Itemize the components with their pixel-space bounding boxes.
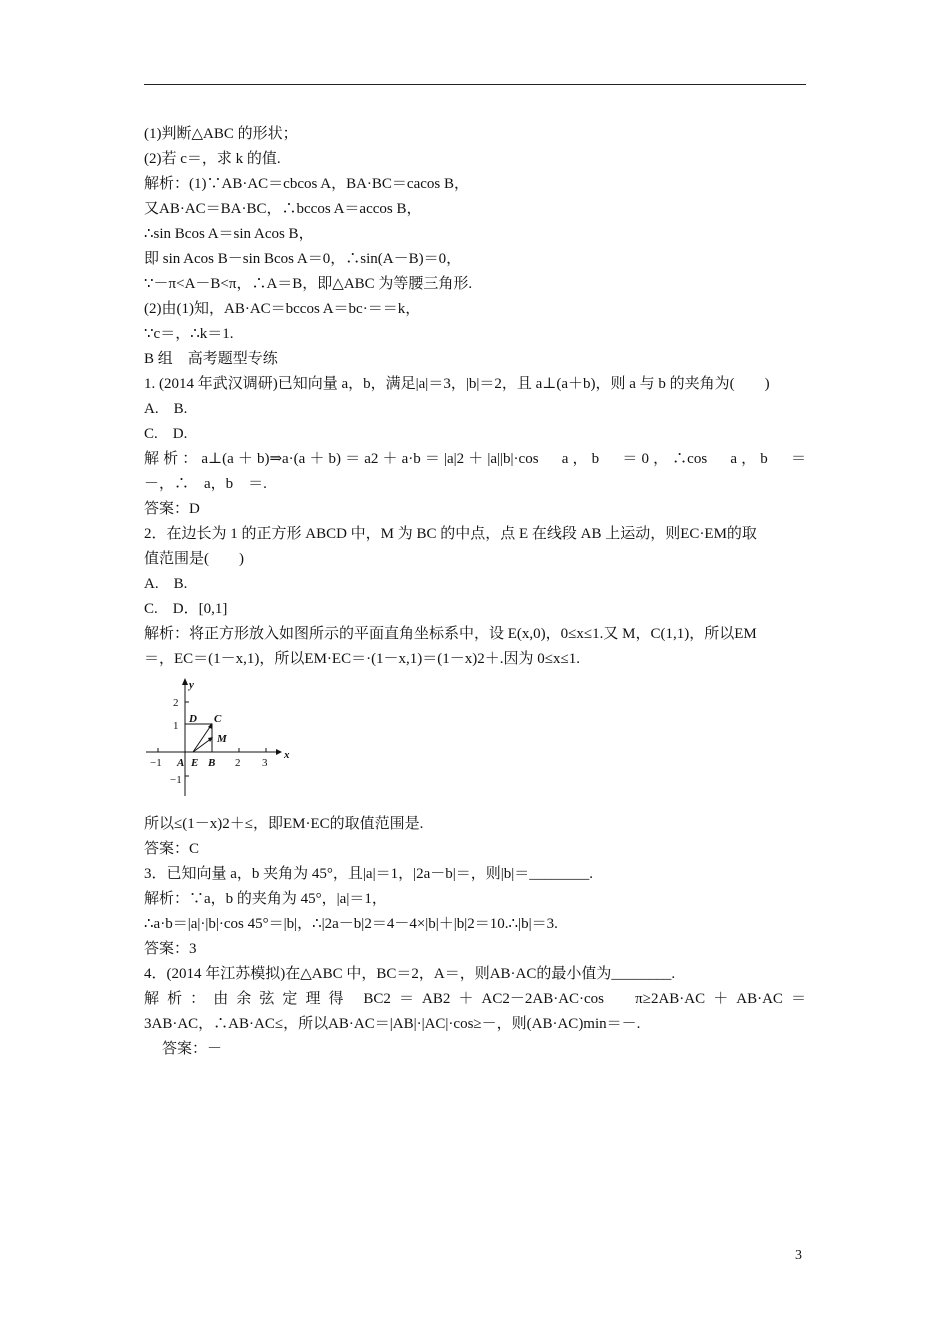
x-axis-arrow: [276, 749, 282, 755]
solution-line: －，∴ a，b ＝.: [144, 476, 267, 492]
question-2: 2．在边长为 1 的正方形 ABCD 中，M 为 BC 的中点，点 E 在线段 AB 上运动，则EC·EM的取: [144, 526, 757, 542]
text-line: ∵c＝，∴k＝1.: [144, 326, 234, 342]
tick-label: 1: [173, 720, 179, 732]
solution-line: 所以≤(1－x)2＋≤，即EM·EC的取值范围是.: [144, 816, 424, 832]
x-axis-label: x: [284, 749, 290, 761]
answer-line: 答案：－: [162, 1041, 223, 1057]
tick-label: −1: [170, 774, 182, 786]
document-body: [144, 122, 806, 1062]
question-2-cont: 值范围是( ): [144, 551, 244, 567]
page-number: 3: [795, 1248, 802, 1263]
question-4: 4．(2014 年江苏模拟)在△ABC 中，BC＝2，A＝，则AB·AC的最小值为________.: [144, 966, 676, 982]
y-axis-arrow: [182, 678, 188, 685]
point-label-a: A: [177, 757, 185, 769]
answer-line: 答案：D: [144, 501, 200, 517]
answer-line: 答案：3: [144, 941, 197, 957]
point-label-d: D: [189, 713, 197, 725]
option-line: A. B.: [144, 401, 188, 417]
solution-line: 解析：a⊥(a＋b)⇒a·(a＋b)＝a2＋a·b＝|a|2＋|a||b|·cos a，b ＝0，∴cos a，b ＝: [144, 451, 806, 467]
text-line: (2)若 c＝，求 k 的值.: [144, 151, 281, 167]
option-line: C. D.: [144, 426, 188, 442]
text-line: (1)判断△ABC 的形状；: [144, 126, 298, 142]
point-label-e: E: [191, 757, 199, 769]
text-line: 又AB·AC＝BA·BC，∴bccos A＝accos B，: [144, 201, 422, 217]
header-rule: [144, 84, 806, 85]
answer-line: 答案：C: [144, 841, 200, 857]
tick-label: 2: [173, 697, 179, 709]
solution-line: ＝，EC＝(1－x,1)，所以EM·EC＝·(1－x,1)＝(1－x)2＋.因为 0≤x≤1.: [144, 651, 581, 667]
y-axis-label: y: [189, 679, 194, 691]
text-line: (2)由(1)知，AB·AC＝bccos A＝bc·＝＝k，: [144, 301, 421, 317]
text-line: 即 sin Acos B－sin Bcos A＝0，∴sin(A－B)＝0，: [144, 251, 462, 267]
text-line: ∵－π<A－B<π，∴A＝B，即△ABC 为等腰三角形.: [144, 276, 473, 292]
text-line: ∴sin Bcos A＝sin Acos B，: [144, 226, 314, 242]
solution-line: ∴a·b＝|a|·|b|·cos 45°＝|b|，∴|2a－b|2＝4－4×|b|＋|b|2＝10.∴|b|＝3.: [144, 916, 558, 932]
solution-line: 解析：将正方形放入如图所示的平面直角坐标系中，设 E(x,0)，0≤x≤1.又 M，C(1,1)，所以EM: [144, 626, 757, 642]
coordinate-diagram: [144, 678, 294, 808]
point-label-c: C: [214, 713, 222, 725]
text-line: 解析：(1)∵AB·AC＝cbcos A，BA·BC＝cacos B，: [144, 176, 469, 192]
solution-line: 解析：由余弦定理得 BC2＝AB2＋AC2－2AB·AC·cos π≥2AB·AC＋AB·AC＝: [144, 991, 806, 1007]
point-label-m: M: [217, 733, 227, 745]
tick-label: 3: [262, 757, 268, 769]
coordinate-figure: [144, 672, 806, 812]
option-line: C. D．[0,1]: [144, 601, 228, 617]
point-label-b: B: [208, 757, 216, 769]
question-1: 1. (2014 年武汉调研)已知向量 a，b，满足|a|＝3，|b|＝2，且 a⊥(a＋b)，则 a 与 b 的夹角为( ): [144, 376, 770, 392]
option-line: A. B.: [144, 576, 188, 592]
solution-line: 解析：∵a，b 的夹角为 45°，|a|＝1，: [144, 891, 387, 907]
section-heading: B 组 高考题型专练: [144, 351, 278, 367]
solution-line: 3AB·AC，∴AB·AC≤，所以AB·AC＝|AB|·|AC|·cos≥－，则(AB·AC)min＝－.: [144, 1016, 641, 1032]
tick-label: 2: [235, 757, 241, 769]
question-3: 3．已知向量 a，b 夹角为 45°，且|a|＝1，|2a－b|＝，则|b|＝________.: [144, 866, 593, 882]
tick-label: −1: [150, 757, 162, 769]
